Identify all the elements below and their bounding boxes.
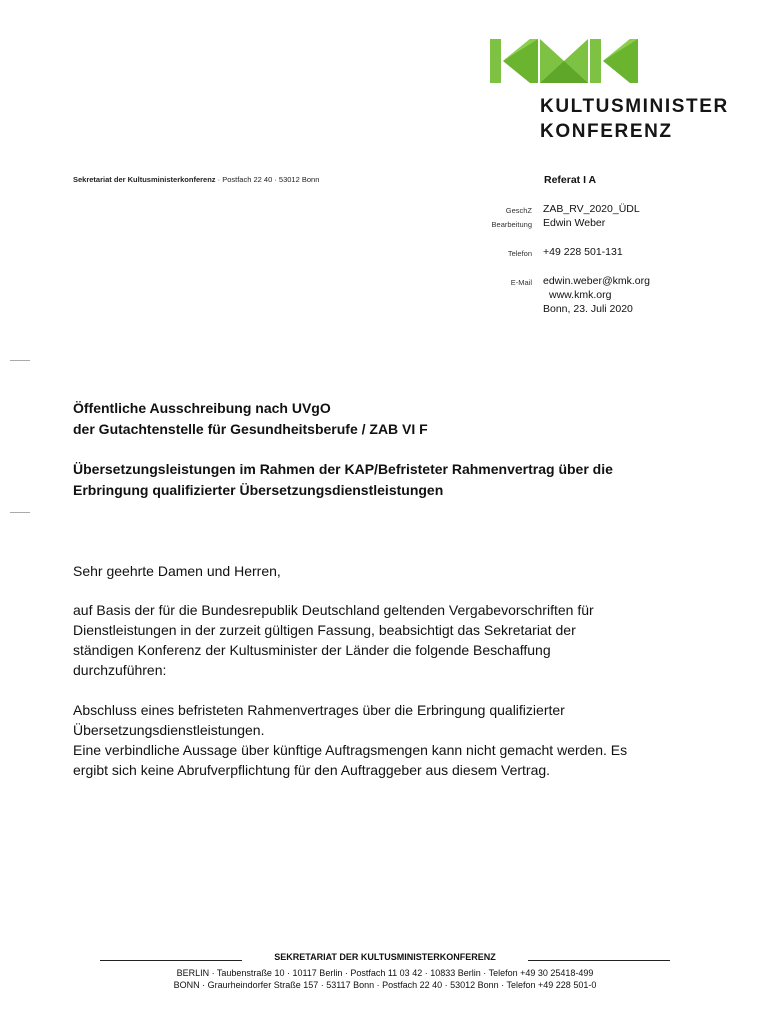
paragraph-1-line: Dienstleistungen in der zurzeit gültigen Fassung, beabsichtigt das Sekretariat der [73,622,576,638]
footer-title: SEKRETARIAT DER KULTUSMINISTERKONFERENZ [274,952,496,962]
info-label-telefon: Telefon [507,249,532,258]
sender-address: · Postfach 22 40 · 53012 Bonn [215,175,320,184]
logo-letter-m [540,39,588,83]
salutation: Sehr geehrte Damen und Herren, [73,563,281,579]
info-label-bearbeitung: Bearbeitung [491,220,532,229]
paragraph-2-line: Übersetzungsdienstleistungen. [73,722,265,738]
sender-line [73,175,319,184]
paragraph-1-line: ständigen Konferenz der Kultusminister der Länder die folgende Beschaffung [73,642,551,658]
paragraph-2 [73,700,703,780]
fold-mark-bottom [10,512,30,513]
footer-bonn-address: BONN · Graurheindorfer Straße 157 · 53117 Bonn · Postfach 22 40 · 53012 Bonn · Telefon +49 228 501-0 [173,980,597,990]
sender-org: Sekretariat der Kultusministerkonferenz [73,175,216,184]
logo-letter-k [490,39,538,83]
logo-text-line2: KONFERENZ [540,121,673,142]
subject-line-1: Öffentliche Ausschreibung nach UVgO [73,400,331,416]
info-label-email: E-Mail [510,278,532,287]
subject-line-4: Erbringung qualifizierter Übersetzungsdienstleistungen [73,482,444,498]
info-value-bearbeitung: Edwin Weber [543,217,606,229]
subject-line-3: Übersetzungsleistungen im Rahmen der KAP/Befristeter Rahmenvertrag über die [73,461,613,477]
department-title: Referat I A [544,174,597,186]
website-link[interactable]: www.kmk.org [549,289,612,301]
kmk-logo [490,39,638,83]
info-value-telefon: +49 228 501-131 [543,246,623,258]
logo-text-line1: KULTUSMINISTER [540,96,729,117]
paragraph-1-line: auf Basis der für die Bundesrepublik Deutschland geltenden Vergabevorschriften für [73,602,594,618]
paragraph-1-line: durchzuführen: [73,662,167,678]
subject-line-2: der Gutachtenstelle für Gesundheitsberufe / ZAB VI F [73,421,428,437]
paragraph-1 [73,600,703,680]
paragraph-2-line: Eine verbindliche Aussage über künftige Auftragsmengen kann nicht gemacht werden. Es [73,742,628,758]
paragraph-2-line: ergibt sich keine Abrufverpflichtung für den Auftraggeber aus diesem Vertrag. [73,762,551,778]
info-label-geschz: GeschZ [505,206,532,215]
logo-letter-k2 [590,39,638,83]
info-value-email[interactable]: edwin.weber@kmk.org [543,275,650,287]
footer-berlin-address: BERLIN · Taubenstraße 10 · 10117 Berlin · Postfach 11 03 42 · 10833 Berlin · Telefon +49 30 25418-499 [176,968,594,978]
paragraph-2-line: Abschluss eines befristeten Rahmenvertrages über die Erbringung qualifizierter [73,702,565,718]
fold-mark-top [10,360,30,361]
letter-date: Bonn, 23. Juli 2020 [543,303,633,315]
info-value-geschz: ZAB_RV_2020_ÜDL [543,203,640,215]
